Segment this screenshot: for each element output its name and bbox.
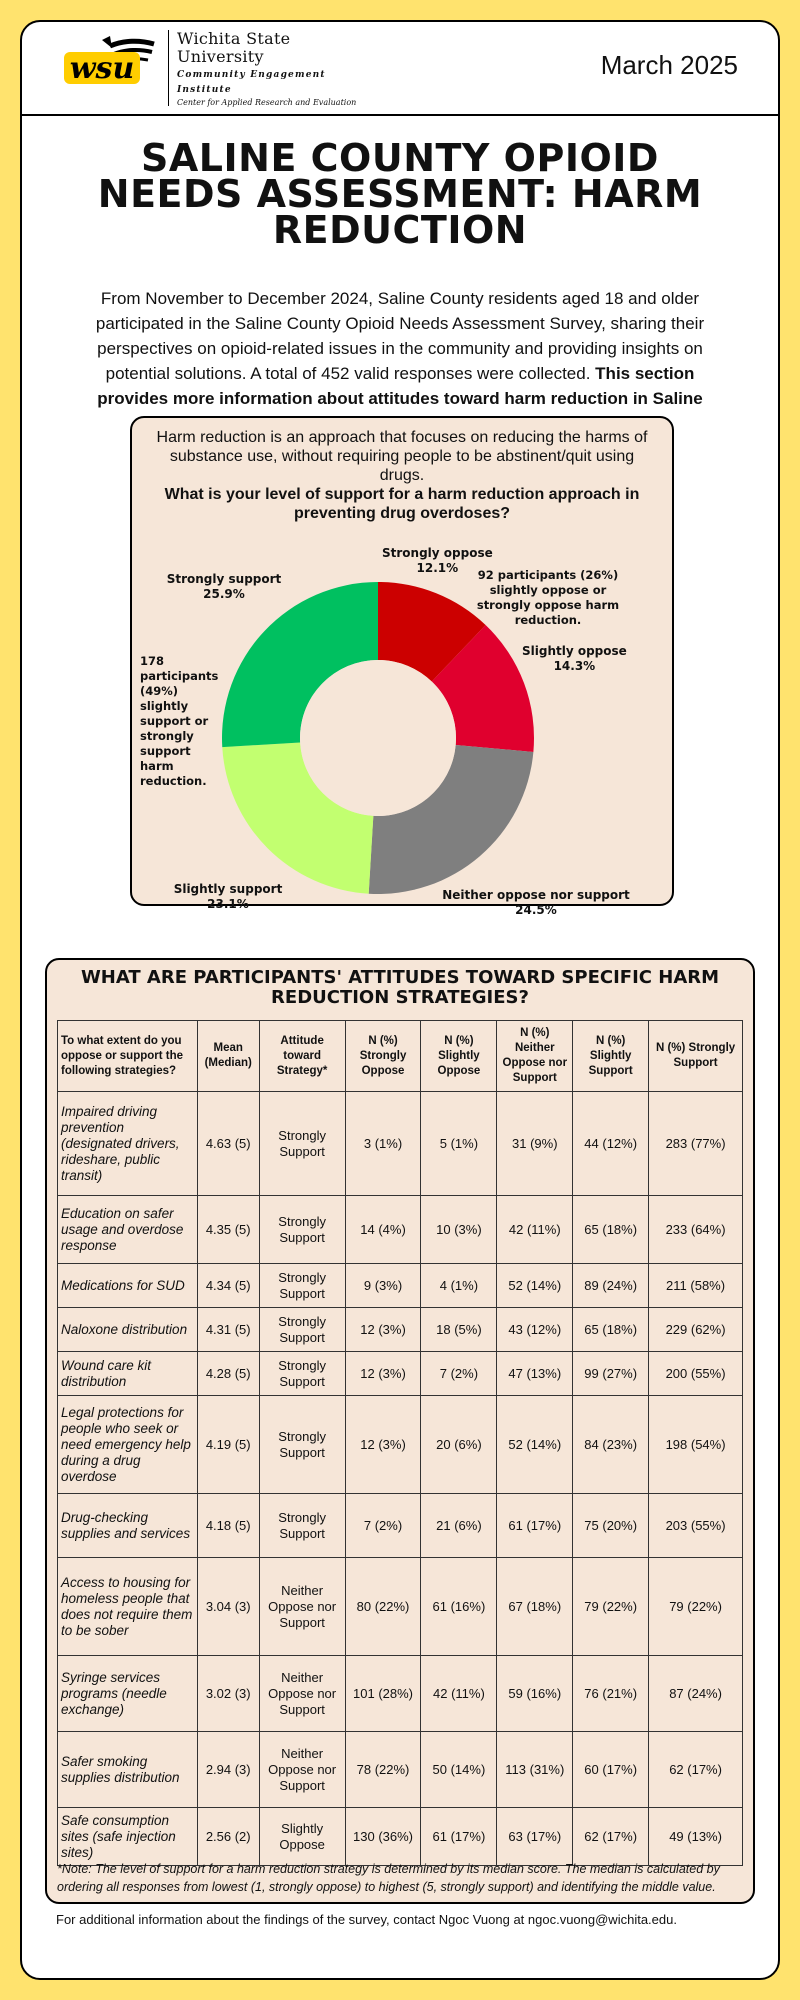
table-cell: 4.18 (5) xyxy=(197,1494,259,1558)
table-cell: 130 (36%) xyxy=(345,1808,421,1866)
table-cell: 4.34 (5) xyxy=(197,1264,259,1308)
slice-label-1 xyxy=(522,644,627,674)
table-cell: 50 (14%) xyxy=(421,1732,497,1808)
table-cell: 9 (3%) xyxy=(345,1264,421,1308)
contact-info: For additional information about the findings of the survey, contact Ngoc Vuong at ngoc.vuong@wichita.edu. xyxy=(56,1912,677,1927)
strategies-table-card xyxy=(45,958,755,1904)
oppose-note: 92 participants (26%) slightly oppose or strongly oppose harm reduction. xyxy=(476,568,620,627)
strategy-name-cell: Access to housing for homeless people that does not require them to be sober xyxy=(58,1558,198,1656)
table-cell: 4 (1%) xyxy=(421,1264,497,1308)
header xyxy=(22,22,778,116)
table-cell: Neither Oppose nor Support xyxy=(259,1732,345,1808)
table-row xyxy=(58,1092,743,1196)
wsu-logo xyxy=(62,34,158,98)
table-row xyxy=(58,1558,743,1656)
table-cell: 79 (22%) xyxy=(573,1558,649,1656)
institute-line1: Community Engagement xyxy=(177,70,326,80)
table-cell: 44 (12%) xyxy=(573,1092,649,1196)
intro-text: From November to December 2024, Saline County residents aged 18 and older participated in the Saline County Opioid Needs Assessment Survey, sharing their perspectives on opioid-related issues in the community and providing insights on potential solutions. A total of 452 valid responses were collected. xyxy=(95,289,705,383)
header-mean: Mean (Median) xyxy=(197,1021,259,1092)
table-cell: Neither Oppose nor Support xyxy=(259,1656,345,1732)
institute-line2: Institute xyxy=(177,85,232,95)
table-cell: 49 (13%) xyxy=(649,1808,743,1866)
table-row xyxy=(58,1732,743,1808)
table-cell: 229 (62%) xyxy=(649,1308,743,1352)
table-footnote: *Note: The level of support for a harm reduction strategy is determined by its median score. The median is calculated by ordering all responses from lowest (1, strongly oppose) to highest (5, strongly support) and identifying the middle value. xyxy=(57,1862,720,1894)
donut-chart-card xyxy=(130,416,674,917)
table-cell: 42 (11%) xyxy=(497,1196,573,1264)
table-cell: 47 (13%) xyxy=(497,1352,573,1396)
table-cell: 52 (14%) xyxy=(497,1264,573,1308)
table-cell: 67 (18%) xyxy=(497,1558,573,1656)
strategy-name-cell: Syringe services programs (needle exchange) xyxy=(58,1656,198,1732)
header-slightly-oppose: N (%) Slightly Oppose xyxy=(421,1021,497,1092)
slice-label-4 xyxy=(158,572,290,602)
strategy-name-cell: Drug-checking supplies and services xyxy=(58,1494,198,1558)
strategy-name-cell: Safer smoking supplies distribution xyxy=(58,1732,198,1808)
table-cell: 61 (17%) xyxy=(497,1494,573,1558)
strategy-name-cell: Wound care kit distribution xyxy=(58,1352,198,1396)
table-cell: 12 (3%) xyxy=(345,1308,421,1352)
header-attitude: Attitude toward Strategy* xyxy=(259,1021,345,1092)
table-cell: 12 (3%) xyxy=(345,1396,421,1494)
table-row xyxy=(58,1656,743,1732)
table-cell: 14 (4%) xyxy=(345,1196,421,1264)
table-cell: Strongly Support xyxy=(259,1494,345,1558)
table-cell: 4.19 (5) xyxy=(197,1396,259,1494)
table-cell: 31 (9%) xyxy=(497,1092,573,1196)
strategy-name-cell: Naloxone distribution xyxy=(58,1308,198,1352)
table-cell: 233 (64%) xyxy=(649,1196,743,1264)
strategy-name-cell: Medications for SUD xyxy=(58,1264,198,1308)
slice-label-2 xyxy=(426,888,646,918)
value-label-3: 23.1% xyxy=(207,897,249,911)
table-cell: Strongly Support xyxy=(259,1352,345,1396)
table-cell: 84 (23%) xyxy=(573,1396,649,1494)
center-name: Center for Applied Research and Evaluation xyxy=(177,98,357,107)
header-slightly-support: N (%) Slightly Support xyxy=(573,1021,649,1092)
table-row xyxy=(58,1808,743,1866)
page-title: SALINE COUNTY OPIOID NEEDS ASSESSMENT: HARM REDUCTION xyxy=(97,136,703,252)
table-cell: 203 (55%) xyxy=(649,1494,743,1558)
category-label-2: Neither oppose nor support xyxy=(442,888,630,902)
table-cell: 61 (16%) xyxy=(421,1558,497,1656)
table-cell: 7 (2%) xyxy=(345,1494,421,1558)
table-cell: 3.02 (3) xyxy=(197,1656,259,1732)
table-cell: 42 (11%) xyxy=(421,1656,497,1732)
table-cell: 21 (6%) xyxy=(421,1494,497,1558)
header-neither: N (%) Neither Oppose nor Support xyxy=(497,1021,573,1092)
university-line1: Wichita State xyxy=(177,29,291,48)
table-cell: 7 (2%) xyxy=(421,1352,497,1396)
table-row xyxy=(58,1196,743,1264)
table-cell: 65 (18%) xyxy=(573,1196,649,1264)
table-cell: 75 (20%) xyxy=(573,1494,649,1558)
table-cell: 10 (3%) xyxy=(421,1196,497,1264)
table-cell: 283 (77%) xyxy=(649,1092,743,1196)
table-cell: Strongly Support xyxy=(259,1196,345,1264)
table-cell: 99 (27%) xyxy=(573,1352,649,1396)
donut-hole xyxy=(300,660,456,816)
table-cell: 4.31 (5) xyxy=(197,1308,259,1352)
table-row xyxy=(58,1494,743,1558)
table-cell: Strongly Support xyxy=(259,1396,345,1494)
table-cell: 59 (16%) xyxy=(497,1656,573,1732)
table-cell: 52 (14%) xyxy=(497,1396,573,1494)
value-label-4: 25.9% xyxy=(203,587,245,601)
table-cell: Strongly Support xyxy=(259,1264,345,1308)
table-cell: 43 (12%) xyxy=(497,1308,573,1352)
category-label-1: Slightly oppose xyxy=(522,644,627,658)
table-cell: 63 (17%) xyxy=(497,1808,573,1866)
table-row xyxy=(58,1352,743,1396)
strategy-name-cell: Legal protections for people who seek or need emergency help during a drug overdose xyxy=(58,1396,198,1494)
intro-paragraph xyxy=(82,286,718,436)
table-cell: 200 (55%) xyxy=(649,1352,743,1396)
table-cell: 3.04 (3) xyxy=(197,1558,259,1656)
table-cell: 62 (17%) xyxy=(573,1808,649,1866)
table-row xyxy=(58,1396,743,1494)
table-cell: 4.63 (5) xyxy=(197,1092,259,1196)
table-cell: Strongly Support xyxy=(259,1308,345,1352)
table-cell: Slightly Oppose xyxy=(259,1808,345,1866)
table-cell: 5 (1%) xyxy=(421,1092,497,1196)
table-cell: 2.94 (3) xyxy=(197,1732,259,1808)
table-cell: 79 (22%) xyxy=(649,1558,743,1656)
table-cell: 3 (1%) xyxy=(345,1092,421,1196)
category-label-3: Slightly support xyxy=(173,882,283,896)
institution-block xyxy=(168,30,356,106)
table-row xyxy=(58,1308,743,1352)
value-label-2: 24.5% xyxy=(515,903,557,917)
strategies-table xyxy=(57,1020,743,1866)
table-cell: 60 (17%) xyxy=(573,1732,649,1808)
support-note: 178 participants (49%) slightly support or strongly support harm reduction. xyxy=(140,654,219,788)
table-cell: 18 (5%) xyxy=(421,1308,497,1352)
table-cell: 62 (17%) xyxy=(649,1732,743,1808)
table-cell: 65 (18%) xyxy=(573,1308,649,1352)
header-strongly-oppose: N (%) Strongly Oppose xyxy=(345,1021,421,1092)
harm-reduction-definition: Harm reduction is an approach that focuses on reducing the harms of substance use, without requiring people to be abstinent/quit using drugs. xyxy=(156,429,648,484)
table-cell: 211 (58%) xyxy=(649,1264,743,1308)
table-title: WHAT ARE PARTICIPANTS' ATTITUDES TOWARD SPECIFIC HARM REDUCTION STRATEGIES? xyxy=(80,967,720,1008)
category-label-4: Strongly support xyxy=(166,572,282,586)
strategy-name-cell: Impaired driving prevention (designated drivers, rideshare, public transit) xyxy=(58,1092,198,1196)
table-cell: 4.28 (5) xyxy=(197,1352,259,1396)
intro-bold: This section provides more information about attitudes toward harm reduction in Saline xyxy=(97,364,703,408)
table-cell: 12 (3%) xyxy=(345,1352,421,1396)
question-text: What is your level of support for a harm reduction approach in preventing drug overdoses? xyxy=(164,486,640,522)
value-label-1: 14.3% xyxy=(553,659,596,673)
category-label-0: Strongly oppose xyxy=(382,546,493,560)
table-cell: 87 (24%) xyxy=(649,1656,743,1732)
table-cell: 113 (31%) xyxy=(497,1732,573,1808)
table-cell: 4.35 (5) xyxy=(197,1196,259,1264)
value-label-0: 12.1% xyxy=(416,561,459,575)
table-cell: Strongly Support xyxy=(259,1092,345,1196)
report-date: March 2025 xyxy=(600,50,738,80)
table-cell: 61 (17%) xyxy=(421,1808,497,1866)
table-cell: 78 (22%) xyxy=(345,1732,421,1808)
header-strongly-support: N (%) Strongly Support xyxy=(649,1021,743,1092)
table-row xyxy=(58,1264,743,1308)
table-body xyxy=(58,1092,743,1866)
table-cell: 2.56 (2) xyxy=(197,1808,259,1866)
table-cell: 80 (22%) xyxy=(345,1558,421,1656)
table-cell: 101 (28%) xyxy=(345,1656,421,1732)
table-cell: Neither Oppose nor Support xyxy=(259,1558,345,1656)
logo-text: wsu xyxy=(69,51,135,86)
header-strategy: To what extent do you oppose or support the following strategies? xyxy=(58,1021,198,1092)
table-cell: 20 (6%) xyxy=(421,1396,497,1494)
table-cell: 198 (54%) xyxy=(649,1396,743,1494)
strategy-name-cell: Education on safer usage and overdose response xyxy=(58,1196,198,1264)
table-cell: 76 (21%) xyxy=(573,1656,649,1732)
table-header-row xyxy=(58,1021,743,1092)
table-cell: 89 (24%) xyxy=(573,1264,649,1308)
strategy-name-cell: Safe consumption sites (safe injection sites) xyxy=(58,1808,198,1866)
page xyxy=(20,20,780,1980)
slice-label-3 xyxy=(168,882,288,912)
university-line2: University xyxy=(177,47,264,66)
